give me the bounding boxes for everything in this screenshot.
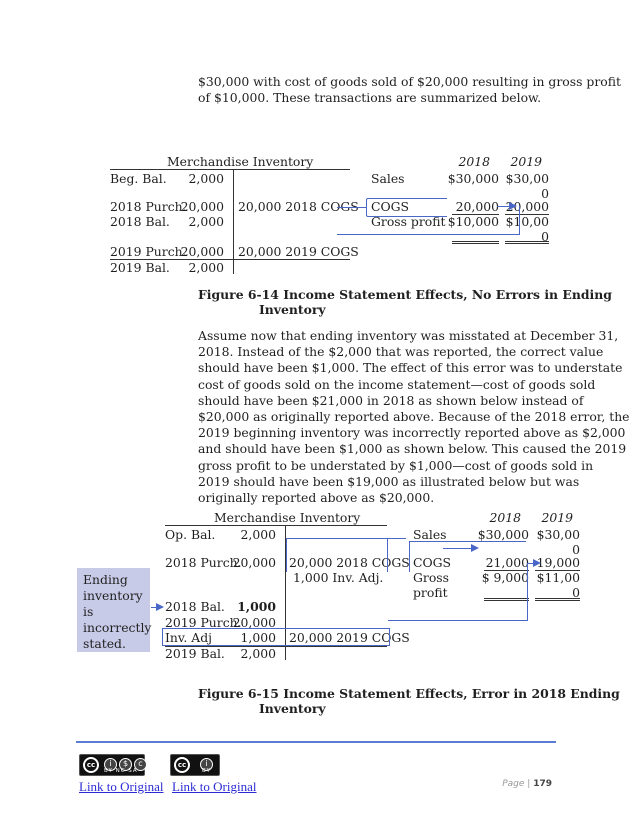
license-tags: BY: [202, 768, 211, 774]
year-header-2019: 2019: [510, 154, 542, 169]
link-to-original-1[interactable]: Link to Original: [79, 779, 164, 794]
arrow-2019-cogs: [388, 620, 528, 621]
page-number-value: 179: [533, 779, 552, 789]
t-row-credit: 20,000 2018 COGS: [289, 555, 410, 570]
cc-logo-icon: cc: [83, 757, 99, 773]
gp-2019-double-rule: [535, 598, 580, 599]
gross-profit-2019-wrap: 0: [572, 585, 580, 600]
sales-label: Sales: [371, 171, 405, 186]
link-to-original-2[interactable]: Link to Original: [172, 779, 257, 794]
body-paragraph: [198, 328, 630, 506]
gross-profit-label: Gross: [413, 570, 449, 585]
cogs-adjustment-bracket: [286, 538, 388, 572]
arrow-head-icon: [509, 202, 517, 210]
gp-2019-double-rule: [535, 600, 580, 601]
body-line: originally reported above as $20,000.: [198, 490, 435, 506]
page-separator: |: [524, 779, 534, 789]
error-callout: [77, 568, 150, 652]
t-account-top-line: [110, 169, 350, 170]
body-line: 2018. Instead of the $2,000 that was reported, the correct value: [198, 344, 604, 360]
gross-profit-label-wrap: profit: [413, 585, 448, 600]
intro-paragraph: [198, 74, 621, 106]
gross-profit-2018: $ 9,000: [481, 570, 529, 585]
t-row-amount: 20,000: [180, 244, 224, 259]
t-row-label: Beg. Bal.: [110, 171, 167, 186]
t-row-amount: 1,000: [240, 630, 276, 645]
license-tags: BY NC SA: [104, 768, 138, 774]
gross-profit-2019: $10,00: [505, 214, 549, 229]
arrow-head-icon: [156, 603, 164, 611]
t-row-label: 2019 Bal.: [110, 260, 170, 275]
by-icon: i: [200, 758, 213, 771]
intro-line: $30,000 with cost of goods sold of $20,000 resulting in gross profit: [198, 74, 621, 89]
figure-caption: Figure 6-15 Income Statement Effects, Error in 2018 Ending: [198, 686, 620, 701]
t-row-credit: 20,000 2019 COGS: [238, 244, 359, 259]
t-row-amount: 2,000: [188, 214, 224, 229]
page-number: [502, 779, 552, 789]
t-row-amount: 20,000: [232, 615, 276, 630]
gross-profit-2019: $11,00: [536, 570, 580, 585]
body-line: 2019 should have been $19,000 as illustrated below but was: [198, 473, 580, 489]
gp-2018-double-rule: [484, 598, 529, 599]
gp-2018-double-rule: [452, 241, 499, 242]
t-row-label: Op. Bal.: [165, 527, 216, 542]
arrow-to-2018-cogs: [443, 548, 473, 549]
cogs-highlight-bracket: [366, 198, 447, 217]
intro-line: of $10,000. These transactions are summarized below.: [198, 90, 542, 106]
gross-profit-2019-wrap: 0: [541, 229, 549, 244]
callout-line: Ending: [83, 572, 128, 587]
footer-rule: [76, 741, 556, 743]
cogs-2019: 19,000: [536, 555, 580, 570]
cc-by-badge[interactable]: [170, 754, 220, 776]
year-header-2018: 2018: [458, 154, 490, 169]
gross-profit-2018: $10,000: [447, 214, 499, 229]
sales-2018: $30,000: [447, 171, 499, 186]
inv-adj-row-highlight: [162, 628, 390, 646]
arrow-2019-cogs: [337, 234, 520, 235]
cc-logo-icon: cc: [174, 757, 190, 773]
sales-2018: $30,000: [477, 527, 529, 542]
year-header-2019: 2019: [541, 510, 573, 525]
t-row-label: 2019 Purch.: [110, 244, 187, 259]
callout-line: incorrectly: [83, 620, 152, 635]
body-line: should have been $21,000 in 2018 as shown below instead of: [198, 392, 584, 408]
figure-caption-cont: Inventory: [259, 701, 326, 716]
t-account-top-line: [165, 525, 387, 526]
t-row-label: 2018 Purch.: [165, 555, 242, 570]
nc-icon: $: [119, 758, 132, 771]
sales-2019: $30,00: [505, 171, 549, 186]
cogs-2018: 20,000: [455, 199, 499, 214]
gp-2018-double-rule: [452, 243, 499, 244]
t-account-title: Merchandise Inventory: [214, 510, 361, 525]
year-header-2018: 2018: [489, 510, 521, 525]
body-line: should have been $1,000. The effect of this error was to understate: [198, 360, 623, 376]
t-row-amount: 2,000: [240, 646, 276, 661]
arrow-2019-cogs-riser: [519, 206, 520, 234]
body-line: cost of goods sold on the income statement—cost of goods sold: [198, 376, 596, 392]
sales-2019-wrap: 0: [572, 542, 580, 557]
body-line: Assume now that ending inventory was misstated at December 31,: [198, 328, 619, 343]
page-label: Page: [502, 779, 525, 789]
t-row-label: 2019 Purch.: [165, 615, 242, 630]
cc-by-nc-sa-badge[interactable]: [79, 754, 145, 776]
t-row-label: 2018 Bal.: [110, 214, 170, 229]
t-row-credit: 20,000 2018 COGS: [238, 199, 359, 214]
t-row-label: 2019 Bal.: [165, 646, 225, 661]
figure-caption-cont: Inventory: [259, 302, 326, 317]
t-row-label: Inv. Adj: [165, 630, 213, 645]
body-line: 2019 beginning inventory was incorrectly reported above as $2,000: [198, 425, 626, 441]
t-row-credit: 1,000 Inv. Adj.: [293, 570, 384, 585]
arrow-head-icon: [533, 559, 541, 567]
cogs-2018: 21,000: [485, 555, 529, 570]
t-row-amount: 1,000: [237, 599, 276, 614]
sa-icon: c: [134, 758, 147, 771]
gross-profit-label: Gross profit: [371, 214, 446, 229]
callout-line: stated.: [83, 636, 126, 651]
by-icon: i: [104, 758, 117, 771]
t-account-title: Merchandise Inventory: [167, 154, 314, 169]
gp-2019-double-rule: [505, 243, 549, 244]
sales-2019: $30,00: [536, 527, 580, 542]
t-row-label: 2018 Purch.: [110, 199, 187, 214]
t-row-amount: 2,000: [188, 171, 224, 186]
cogs-label: COGS: [371, 199, 410, 214]
body-line: and should have been $1,000 as shown below. This caused the 2019: [198, 441, 627, 457]
figure-caption: Figure 6-14 Income Statement Effects, No Errors in Ending: [198, 287, 612, 302]
sales-label: Sales: [413, 527, 447, 542]
sales-2019-wrap: 0: [541, 186, 549, 201]
sales-to-cogs-connector: [409, 541, 526, 572]
arrow-2019-cogs-riser: [527, 563, 528, 621]
callout-line: inventory: [83, 588, 143, 603]
callout-line: is: [83, 604, 94, 619]
cogs-2019: 20,000: [505, 199, 549, 214]
gp-2019-double-rule: [505, 241, 549, 242]
t-row-label: 2018 Bal.: [165, 599, 225, 614]
bracket-connector: [386, 538, 406, 539]
gp-2018-double-rule: [484, 600, 529, 601]
t-row-amount: 2,000: [188, 260, 224, 275]
t-row-amount: 20,000: [180, 199, 224, 214]
t-row-amount: 20,000: [232, 555, 276, 570]
t-row-credit: 20,000 2019 COGS: [289, 630, 410, 645]
cogs-label: COGS: [413, 555, 452, 570]
t-row-amount: 2,000: [240, 527, 276, 542]
arrow-head-icon: [471, 544, 479, 552]
body-line: $20,000 as originally reported above. Because of the 2018 error, the: [198, 409, 630, 425]
arrow-2018-cogs: [337, 207, 367, 208]
body-line: gross profit to be understated by $1,000—cost of goods sold in: [198, 457, 594, 473]
